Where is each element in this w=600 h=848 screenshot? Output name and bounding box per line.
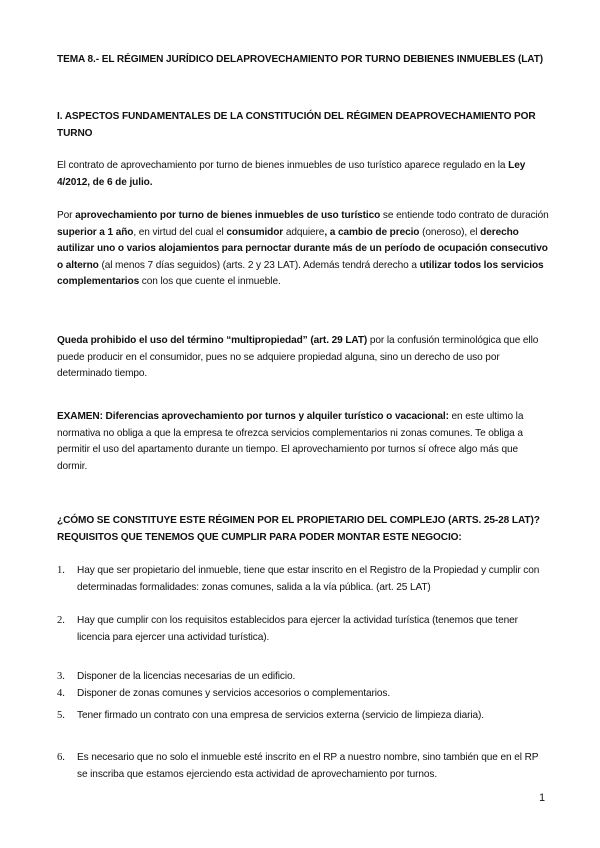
list-item-text: Hay que cumplir con los requisitos establecidos para ejercer la actividad turística (tenemos que tener licencia para ejercer una actividad turística). xyxy=(77,615,518,643)
examen-bold: EXAMEN: Diferencias aprovechamiento por turnos y alquiler turístico o vacacional: xyxy=(57,411,449,422)
def-text-i: (oneroso), el xyxy=(419,226,481,238)
list-item-text: Hay que ser propietario del inmueble, tiene que estar inscrito en el Registro de la Propiedad y cumplir con determinadas formalidades: zonas comunes, salida a la vía pública. (art. 25 LAT) xyxy=(77,565,540,593)
page-number: 1 xyxy=(539,792,545,804)
list-item xyxy=(57,750,549,783)
def-bold-l: utilizar todos los servicios complementarios xyxy=(57,259,544,288)
def-bold-j: derecho autilizar uno o varios alojamientos para pernoctar durante más de un período de ocupación consecutivo o alterno xyxy=(57,226,548,271)
list-item xyxy=(57,686,549,703)
multipropiedad-text: por la confusión terminológica que ello puede producir en el consumidor, pues no se adquiere propiedad alguna, sino un derecho de uso por determinado tiempo. xyxy=(57,335,539,380)
multipropiedad-bold: Queda prohibido el uso del término “multipropiedad” (art. 29 LAT) xyxy=(57,335,368,346)
list-item-number: 5. xyxy=(57,710,65,721)
list-item-text: Tener firmado un contrato con una empresa de servicios externa (servicio de limpieza diaria). xyxy=(77,710,484,721)
def-bold-f: consumidor xyxy=(226,226,284,238)
list-item xyxy=(57,669,549,686)
list-item xyxy=(57,563,549,596)
def-text-e: , en virtud del cual el xyxy=(133,226,227,238)
list-item-text: Disponer de la licencias necesarias de un edificio. xyxy=(77,671,296,682)
list-item xyxy=(57,708,549,725)
list-item-number: 1. xyxy=(57,565,65,576)
paragraph-multipropiedad xyxy=(57,333,549,383)
list-item-number: 4. xyxy=(57,688,65,699)
def-text-k: (al menos 7 días seguidos) (arts. 2 y 23 LAT). Además tendrá derecho a xyxy=(98,259,420,271)
list-item-number: 3. xyxy=(57,671,65,682)
list-item xyxy=(57,613,549,646)
examen-text: en este ultimo la normativa no obliga a que la empresa te ofrezca servicios complementarios ni zonas comunes. Te obliga a permitir el uso del apartamento durante un tiempo. El aprovechamiento por turnos sí ofrece algo más que dormir. xyxy=(57,411,524,472)
def-text-c: se entiende todo contrato de duración xyxy=(380,210,549,221)
list-item-number: 6. xyxy=(57,752,65,763)
question-heading: ¿CÓMO SE CONSTITUYE ESTE RÉGIMEN POR EL PROPIETARIO DEL COMPLEJO (ARTS. 25-28 LAT)? REQUISITOS QUE TENEMOS QUE CUMPLIR PARA PODER MONTAR ESTE NEGOCIO: xyxy=(57,515,540,543)
def-text-a: Por xyxy=(57,210,76,221)
document-title: TEMA 8.- EL RÉGIMEN JURÍDICO DELAPROVECHAMIENTO POR TURNO DEBIENES INMUEBLES (LAT) xyxy=(57,54,544,65)
list-item-text: Disponer de zonas comunes y servicios accesorios o complementarios. xyxy=(77,688,391,699)
section-heading: I. ASPECTOS FUNDAMENTALES DE LA CONSTITUCIÓN DEL RÉGIMEN DEAPROVECHAMIENTO POR TURNO xyxy=(57,111,536,139)
paragraph-ley-text: El contrato de aprovechamiento por turno de bienes inmuebles de uso turístico aparece regulado en la xyxy=(57,160,509,171)
def-text-g: adquiere xyxy=(283,226,325,238)
def-bold-d: superior a 1 año xyxy=(57,226,134,238)
ley-reference: Ley 4/2012, de 6 de julio. xyxy=(57,160,526,188)
paragraph-definition xyxy=(57,208,549,291)
list-item-text: Es necesario que no solo el inmueble esté inscrito en el RP a nuestro nombre, sino también que en el RP se inscriba que estamos ejerciendo esta actividad de aprovechamiento por turnos. xyxy=(77,752,539,780)
def-bold-b: aprovechamiento por turno de bienes inmuebles de uso turístico xyxy=(75,210,381,221)
list-item-number: 2. xyxy=(57,615,65,626)
def-text-m: con los que cuente el inmueble. xyxy=(139,276,281,288)
def-bold-h: , a cambio de precio xyxy=(324,226,420,238)
paragraph-ley xyxy=(57,158,549,191)
paragraph-examen xyxy=(57,409,549,475)
